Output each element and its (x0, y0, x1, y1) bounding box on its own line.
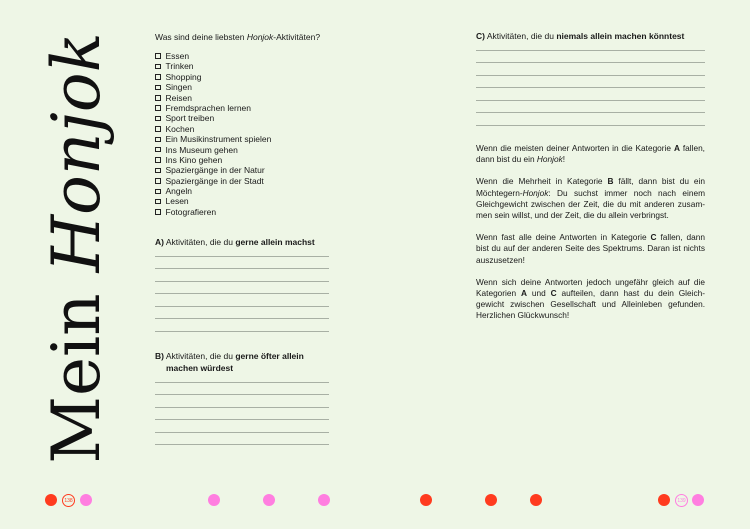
checkbox-icon[interactable] (155, 147, 161, 153)
checkbox-icon[interactable] (155, 105, 161, 111)
checkbox-icon[interactable] (155, 178, 161, 184)
footer-dot-pink (208, 494, 220, 506)
checkbox-icon[interactable] (155, 137, 161, 143)
page-number-right: 139 (675, 494, 688, 507)
spine-word-mein: Mein (38, 292, 115, 464)
footer-dot-pink (318, 494, 330, 506)
checkbox-icon[interactable] (155, 157, 161, 163)
section-a-label: A) Aktivitäten, die du gerne allein machst (155, 237, 315, 247)
checkbox-icon[interactable] (155, 53, 161, 59)
checklist-item[interactable]: Sport treiben (155, 113, 271, 123)
footer-dot-red (658, 494, 670, 506)
checkbox-icon[interactable] (155, 209, 161, 215)
checkbox-icon[interactable] (155, 95, 161, 101)
checklist-item[interactable]: Ein Musikinstrument spielen (155, 134, 271, 144)
spine-word-honjok: Honjok (38, 31, 115, 272)
checklist-item[interactable]: Spaziergänge in der Natur (155, 165, 271, 175)
footer-dot-pink (263, 494, 275, 506)
checklist-item[interactable]: Singen (155, 82, 271, 92)
checkbox-icon[interactable] (155, 199, 161, 205)
section-b-lines[interactable] (155, 370, 329, 445)
checklist-item[interactable]: Lesen (155, 196, 271, 206)
checklist-item[interactable]: Fotografieren (155, 207, 271, 217)
activity-checklist (155, 51, 271, 217)
result-paragraph-a: Wenn die meisten deiner Antworten in die Kategorie A fallen, dann bist du ein Honjok! (476, 143, 705, 165)
checklist-item[interactable]: Essen (155, 51, 271, 61)
result-paragraph-c: Wenn fast alle deine Antworten in Kategorie C fallen, dann bist du auf der anderen Seite des Spektrums. Daran ist nichts auszusetzen! (476, 232, 705, 265)
question-title: Was sind deine liebsten Honjok-Aktivitäten? (155, 32, 321, 42)
checklist-item[interactable]: Reisen (155, 93, 271, 103)
checklist-item[interactable]: Ins Museum gehen (155, 145, 271, 155)
footer-dot-red (485, 494, 497, 506)
footer-dot-red (530, 494, 542, 506)
checklist-item[interactable]: Trinken (155, 61, 271, 71)
section-c-label: C) Aktivitäten, die du niemals allein machen könntest (476, 31, 685, 41)
checklist-item[interactable]: Shopping (155, 72, 271, 82)
checklist-item[interactable]: Ins Kino gehen (155, 155, 271, 165)
checklist-item[interactable]: Angeln (155, 186, 271, 196)
checkbox-icon[interactable] (155, 168, 161, 174)
section-b-label: B) Aktivitäten, die du gerne öfter allein machen würdest (155, 351, 304, 373)
checkbox-icon[interactable] (155, 74, 161, 80)
checklist-item[interactable]: Fremdsprachen lernen (155, 103, 271, 113)
checkbox-icon[interactable] (155, 85, 161, 91)
checkbox-icon[interactable] (155, 116, 161, 122)
spine-title (38, 20, 115, 475)
section-a-lines[interactable] (155, 244, 329, 332)
footer-dot-pink (692, 494, 704, 506)
footer-dot-red (45, 494, 57, 506)
checkbox-icon[interactable] (155, 64, 161, 70)
checkbox-icon[interactable] (155, 126, 161, 132)
result-paragraph-b: Wenn die Mehrheit in Kategorie B fällt, dann bist du ein Möchtegern-Honjok: Du suchst immer noch nach einem Gleichgewicht zwischen der Zeit, die du mit anderen zusammen sein willst, und der Zeit, die du allein verbringst. (476, 176, 705, 221)
footer-dot-red (420, 494, 432, 506)
page-number-left: 138 (62, 494, 75, 507)
checklist-item[interactable]: Spaziergänge in der Stadt (155, 176, 271, 186)
checklist-item[interactable]: Kochen (155, 124, 271, 134)
results-text (476, 143, 705, 333)
section-c-lines[interactable] (476, 38, 705, 126)
footer-dot-pink (80, 494, 92, 506)
checkbox-icon[interactable] (155, 189, 161, 195)
result-paragraph-ac: Wenn sich deine Antworten jedoch ungefähr gleich auf die Kategorien A und C aufteilen, dann hast du dein Gleichgewicht zwischen Gesellschaft und Alleinleben gefunden. Herzlichen Glückwunsch! (476, 276, 705, 321)
